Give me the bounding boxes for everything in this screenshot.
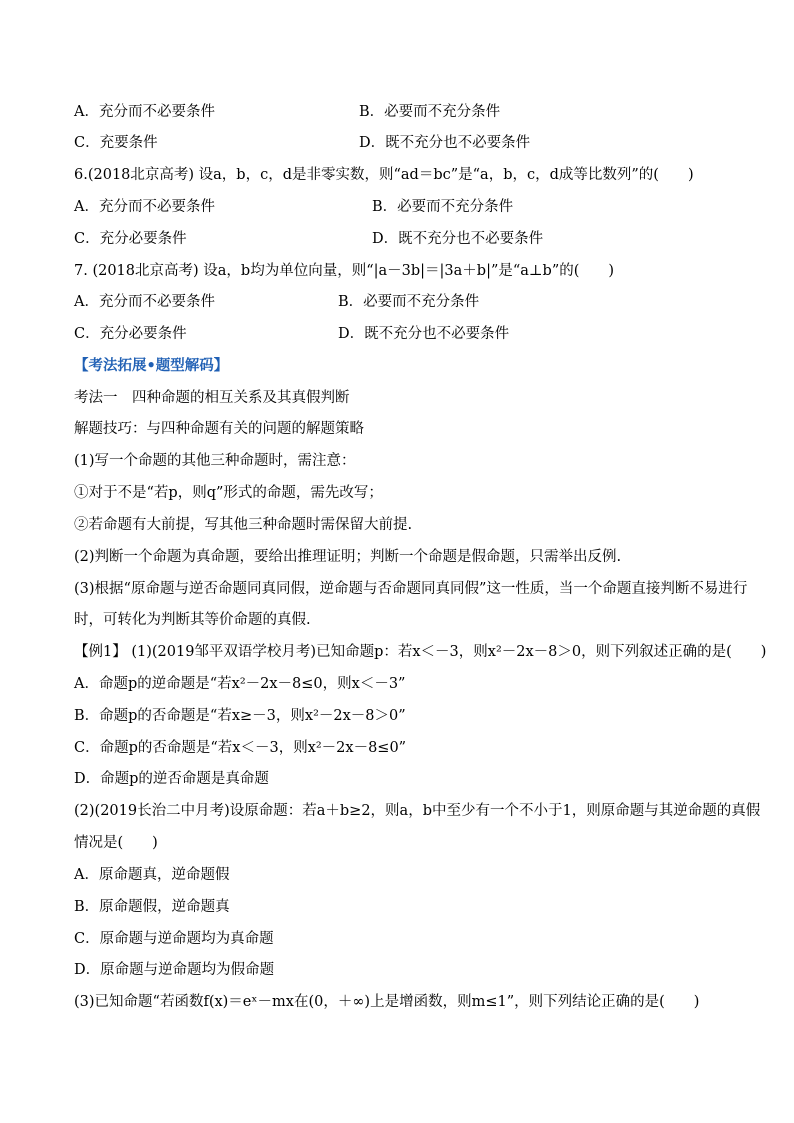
example1-q1-option-c: C．命题p的否命题是“若x＜－3，则x²－2x－8≤0”: [74, 740, 407, 756]
section-heading: 【考法拓展•题型解码】: [74, 357, 229, 374]
q7-option-a: A．充分而不必要条件: [74, 294, 215, 310]
q6-option-c: C．充分必要条件: [74, 231, 187, 247]
tip-point-1: (1)写一个命题的其他三种命题时，需注意：: [74, 453, 356, 469]
example1-q1-option-b: B．命题p的否命题是“若x≥－3，则x²－2x－8＞0”: [74, 708, 406, 724]
tip-title: 解题技巧：与四种命题有关的问题的解题策略: [74, 421, 364, 437]
q5-option-c: C．充要条件: [74, 135, 158, 151]
q7-option-d: D．既不充分也不必要条件: [338, 326, 510, 342]
example1-q2-option-c: C．原命题与逆命题均为真命题: [74, 931, 274, 947]
example1-q1-option-a: A．命题p的逆命题是“若x²－2x－8≤0，则x＜－3”: [74, 676, 406, 692]
q5-option-d: D．既不充分也不必要条件: [359, 135, 531, 151]
tip-point-3-line-2: 时，可转化为判断其等价命题的真假.: [74, 612, 311, 628]
tip-point-2: (2)判断一个命题为真命题，要给出推理证明；判断一个命题是假命题，只需举出反例.: [74, 549, 622, 565]
q6-option-d: D．既不充分也不必要条件: [372, 231, 544, 247]
example1-q2-option-a: A．原命题真，逆命题假: [74, 867, 230, 883]
q7-stem: 7. (2018北京高考) 设a，b均为单位向量，则“|a－3b|＝|3a＋b|”是“a⊥b”的( ): [74, 263, 615, 279]
tip-point-3-line-1: (3)根据“原命题与逆否命题同真同假，逆命题与否命题同真同假”这一性质，当一个命题直接判断不易进行: [74, 581, 748, 597]
example1-q1-stem: 【例1】 (1)(2019邹平双语学校月考)已知命题p：若x＜－3，则x²－2x－8＞0，则下列叙述正确的是( ): [74, 644, 767, 660]
example1-q1-option-d: D．命题p的逆否命题是真命题: [74, 771, 269, 787]
q7-option-c: C．充分必要条件: [74, 326, 187, 342]
tip-point-1b: ②若命题有大前提，写其他三种命题时需保留大前提.: [74, 517, 413, 533]
q5-option-b: B．必要而不充分条件: [359, 104, 501, 120]
q6-option-b: B．必要而不充分条件: [372, 199, 514, 215]
example1-q2-option-b: B．原命题假，逆命题真: [74, 899, 230, 915]
example1-q2-stem-line-1: (2)(2019长治二中月考)设原命题：若a＋b≥2，则a，b中至少有一个不小于1，则原命题与其逆命题的真假: [74, 803, 761, 819]
q5-option-a: A．充分而不必要条件: [74, 104, 215, 120]
method-title: 考法一 四种命题的相互关系及其真假判断: [74, 390, 350, 406]
example1-q3-stem: (3)已知命题“若函数f(x)＝eˣ－mx在(0，＋∞)上是增函数，则m≤1”，则下列结论正确的是( ): [74, 994, 700, 1010]
q7-option-b: B．必要而不充分条件: [338, 294, 480, 310]
example1-q2-stem-line-2: 情况是( ): [74, 835, 158, 851]
tip-point-1a: ①对于不是“若p，则q”形式的命题，需先改写；: [74, 485, 383, 501]
q6-stem: 6.(2018北京高考) 设a，b，c，d是非零实数，则“ad＝bc”是“a，b，c，d成等比数列”的( ): [74, 167, 694, 183]
q6-option-a: A．充分而不必要条件: [74, 199, 215, 215]
example1-q2-option-d: D．原命题与逆命题均为假命题: [74, 962, 275, 978]
